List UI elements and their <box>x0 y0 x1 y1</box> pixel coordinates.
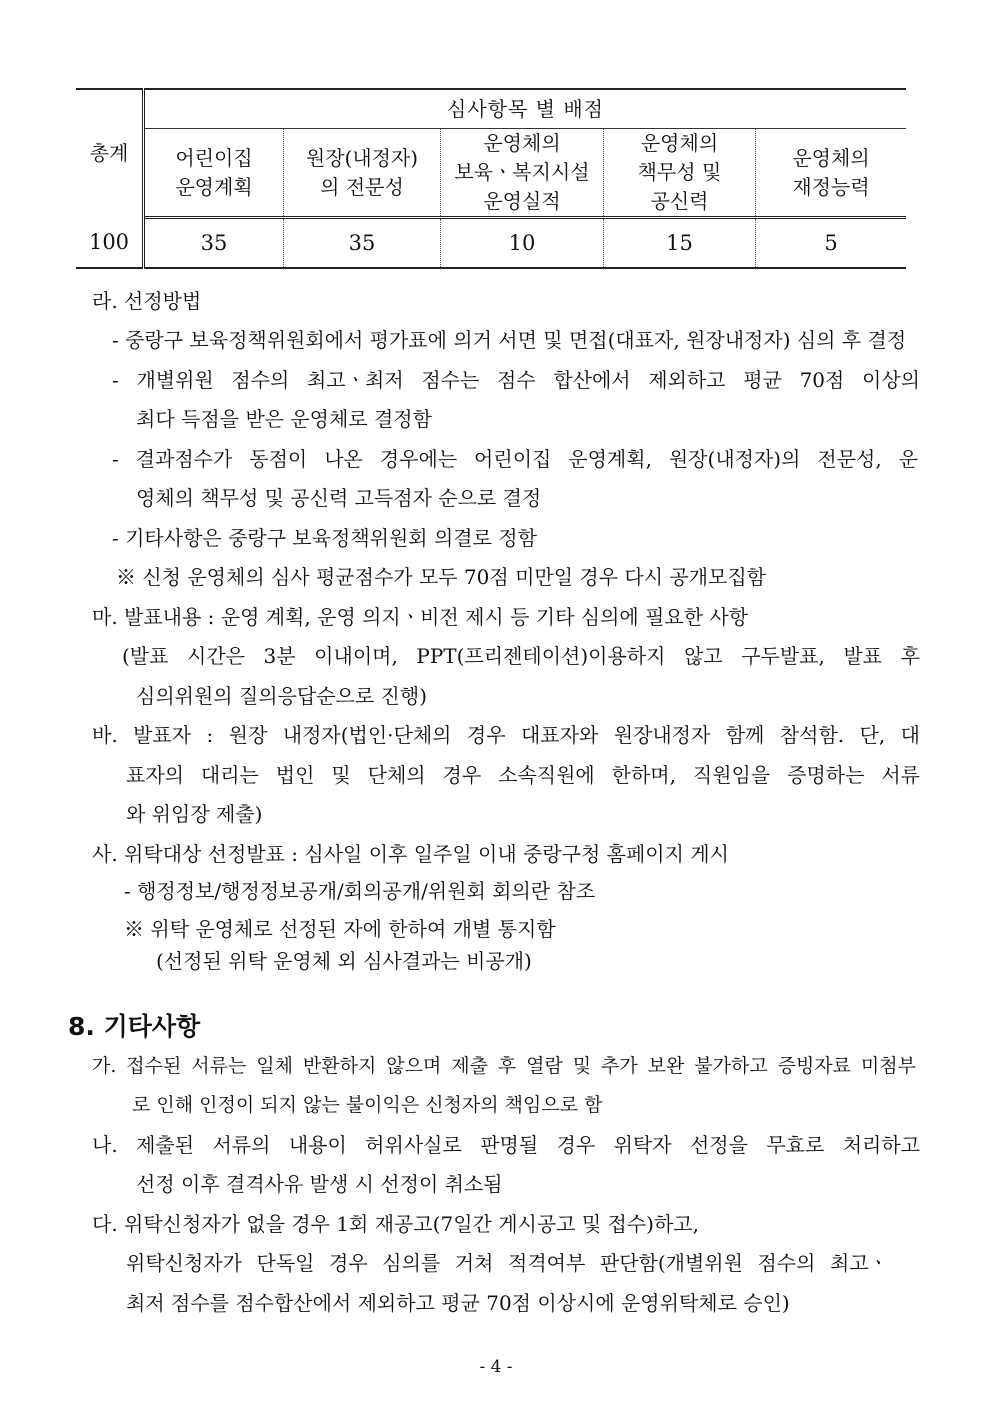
bullet-continuation: 영체의 책무성 및 공신력 고득점자 순으로 결정 <box>136 486 542 510</box>
score-value: 15 <box>604 218 756 269</box>
paragraph-line: (발표 시간은 3분 이내이며, PPT(프리젠테이션)이용하지 않고 구두발표, 발표 후 <box>122 644 920 668</box>
section-line: 최저 점수를 점수합산에서 제외하고 평균 70점 이상시에 운영위탁체로 승인) <box>126 1291 790 1315</box>
paragraph-line: 와 위임장 제출) <box>126 802 263 826</box>
total-value: 100 <box>76 218 144 269</box>
note-line: ※ 위탁 운영체로 선정된 자에 한하여 개별 통지함 <box>124 917 556 941</box>
section-heading: 8. 기타사항 <box>68 1012 201 1041</box>
item-heading-ba: 바. 발표자 : 원장 내정자(법인·단체의 경우 대표자와 원장내정자 함께 참석함. 단, 대 <box>92 723 920 747</box>
bullet-line: - 기타사항은 중랑구 보육정책위원회 의결로 정함 <box>112 526 537 550</box>
score-value: 35 <box>144 218 284 269</box>
paragraph-line: 표자의 대리는 법인 및 단체의 경우 소속직원에 한하며, 직원임을 증명하는 서류 <box>126 763 920 787</box>
score-table <box>76 88 906 269</box>
score-value: 35 <box>284 218 441 269</box>
bullet-line: - 결과점수가 동점이 나온 경우에는 어린이집 운영계획, 원장(내정자)의 전문성, 운 <box>112 447 918 471</box>
group-header: 심사항목 별 배점 <box>144 89 907 129</box>
total-header: 총계 <box>76 89 144 218</box>
bullet-line: - 개별위원 점수의 최고ㆍ최저 점수는 점수 합산에서 제외하고 평균 70점 이상의 <box>112 368 920 392</box>
section-line: 나. 제출된 서류의 내용이 허위사실로 판명될 경우 위탁자 선정을 무효로 처리하고 <box>92 1133 920 1157</box>
paragraph-line: 심의위원의 질의응답순으로 진행) <box>136 684 427 708</box>
section-line: 로 인해 인정이 되지 않는 불이익은 신청자의 책임으로 함 <box>132 1094 603 1116</box>
note-continuation: (선정된 위탁 운영체 외 심사결과는 비공개) <box>156 949 532 973</box>
section-line: 다. 위탁신청자가 없을 경우 1회 재공고(7일간 게시공고 및 접수)하고, <box>92 1212 699 1236</box>
column-header: 운영체의 보육ㆍ복지시설 운영실적 <box>441 129 604 218</box>
note-line: ※ 신청 운영체의 심사 평균점수가 모두 70점 미만일 경우 다시 공개모집함 <box>116 565 766 589</box>
section-line: 가. 접수된 서류는 일체 반환하지 않으며 제출 후 열람 및 추가 보완 불가하고 증빙자료 미첨부 <box>92 1055 916 1077</box>
bullet-line: - 행정정보/행정정보공개/회의공개/위원회 회의란 참조 <box>124 879 596 903</box>
item-heading-ma: 마. 발표내용 : 운영 계획, 운영 의지ㆍ비전 제시 등 기타 심의에 필요한 사항 <box>92 605 749 629</box>
bullet-continuation: 최다 득점을 받은 운영체로 결정함 <box>136 407 432 431</box>
section-line: 위탁신청자가 단독일 경우 심의를 거쳐 적격여부 판단함(개별위원 점수의 최고ㆍ <box>126 1251 888 1275</box>
item-heading-ra: 라. 선정방법 <box>92 289 202 313</box>
column-header: 어린이집 운영계획 <box>144 129 284 218</box>
column-header: 원장(내정자) 의 전문성 <box>284 129 441 218</box>
bullet-line: - 중랑구 보육정책위원회에서 평가표에 의거 서면 및 면접(대표자, 원장내정자) 심의 후 결정 <box>112 328 907 352</box>
score-value: 10 <box>441 218 604 269</box>
section-line: 선정 이후 결격사유 발생 시 선정이 취소됨 <box>136 1172 503 1196</box>
column-header: 운영체의 책무성 및 공신력 <box>604 129 756 218</box>
column-header: 운영체의 재정능력 <box>756 129 907 218</box>
score-value: 5 <box>756 218 907 269</box>
page-number: - 4 - <box>479 1357 513 1377</box>
item-heading-sa: 사. 위탁대상 선정발표 : 심사일 이후 일주일 이내 중랑구청 홈페이지 게시 <box>92 842 729 866</box>
